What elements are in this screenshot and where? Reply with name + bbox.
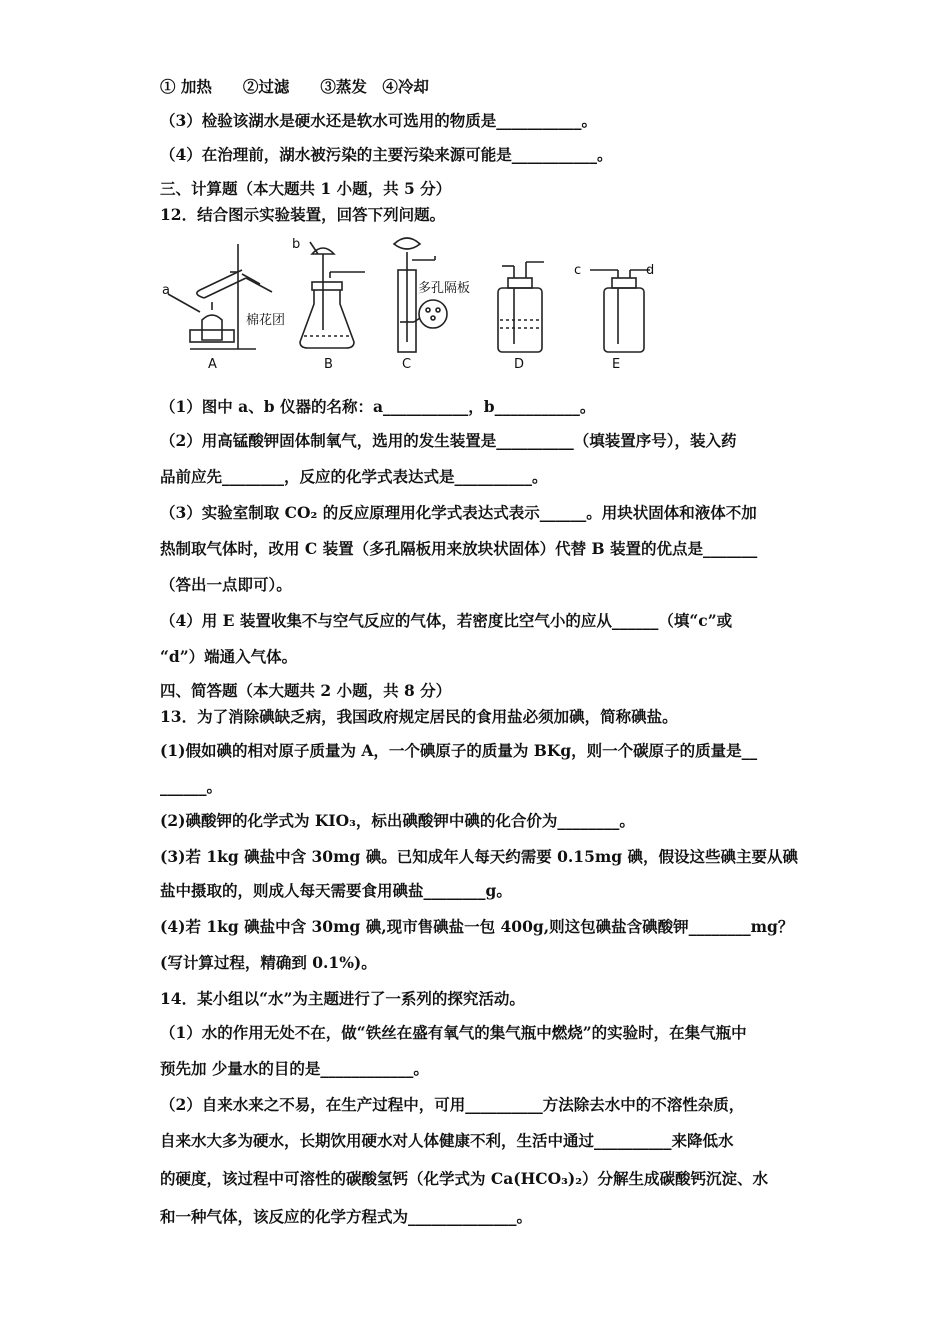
q14-part2-line4: 和一种气体，该反应的化学方程式为______________。 [160,1207,533,1226]
q13-stem: 13．为了消除碘缺乏病，我国政府规定居民的食用盐必须加碘，简称碘盐。 [160,707,678,726]
q14-part2-line1: （2）自来水来之不易，在生产过程中，可用__________方法除去水中的不溶性杂质， [160,1095,745,1114]
q14-part1-line2: 预先加 少量水的目的是____________。 [160,1059,429,1078]
q13-part3-line1: (3)若 1kg 碘盐中含 30mg 碘。已知成年人每天约需要 0.15mg 碘，假设这些碘主要从碘 [160,847,798,866]
apparatus-e [590,270,650,352]
q12-part3-line2: 热制取气体时，改用 C 装置（多孔隔板用来放块状固体）代替 B 装置的优点是_______ [160,539,758,558]
q12-part2-line1: （2）用高锰酸钾固体制氧气，选用的发生装置是__________（填装置序号），装入药 [160,431,737,450]
apparatus-label-b: B [324,357,333,372]
section4-heading: 四、简答题（本大题共 2 小题，共 8 分） [160,681,452,700]
apparatus-figure [160,232,700,372]
label-c: c [574,263,582,278]
q12-part4-line2: “d”）端通入气体。 [160,647,298,666]
q12-part2-line2: 品前应先________，反应的化学式表达式是__________。 [160,467,548,486]
q13-part2: (2)碘酸钾的化学式为 KIO₃，标出碘酸钾中碘的化合价为________。 [160,811,635,830]
q12-part3-line1: （3）实验室制取 CO₂ 的反应原理用化学式表达式表示______。用块状固体和液体不加 [160,503,757,522]
q12-stem: 12．结合图示实验装置，回答下列问题。 [160,205,446,224]
label-b: b [292,237,301,252]
apparatus-label-d: D [514,357,525,372]
apparatus-label-c: C [402,357,412,372]
q13-part4-line2: (写计算过程，精确到 0.1%)。 [160,953,377,972]
label-porous-plate: 多孔隔板 [418,281,471,296]
q14-part2-line2: 自来水大多为硬水，长期饮用硬水对人体健康不利，生活中通过__________来降低水 [160,1131,734,1150]
apparatus-d [498,262,544,352]
section3-heading: 三、计算题（本大题共 1 小题，共 5 分） [160,179,452,198]
label-a: a [162,283,170,298]
q13-part1-line2: ______。 [160,777,223,796]
option-list: ① 加热 ②过滤 ③蒸发 ④冷却 [160,77,429,96]
q13-part3-line2: 盐中摄取的，则成人每天需要食用碘盐________g。 [160,881,512,900]
q12-part4-line1: （4）用 E 装置收集不与空气反应的气体，若密度比空气小的应从______（填“c”或 [160,611,733,630]
q13-part1-line1: (1)假如碘的相对原子质量为 A，一个碘原子的质量为 BKg，则一个碳原子的质量是__ [160,741,758,760]
apparatus-b [300,242,365,348]
q11-part3: （3）检验该湖水是硬水还是软水可选用的物质是___________。 [160,111,598,130]
label-cotton: 棉花团 [246,313,286,328]
q14-part1-line1: （1）水的作用无处不在，做“铁丝在盛有氧气的集气瓶中燃烧”的实验时，在集气瓶中 [160,1023,747,1042]
q14-stem: 14．某小组以“水”为主题进行了一系列的探究活动。 [160,989,525,1008]
q13-part4-line1: (4)若 1kg 碘盐中含 30mg 碘,现市售碘盐一包 400g,则这包碘盐含碘酸钾________mg？ [160,917,794,936]
apparatus-label-a: A [208,357,217,372]
apparatus-label-e: E [612,357,621,372]
q12-part3-line3: （答出一点即可）。 [160,575,292,594]
apparatus-diagram [160,232,700,372]
label-d: d [646,263,655,278]
apparatus-a [168,244,272,349]
q11-part4: （4）在治理前，湖水被污染的主要污染来源可能是___________。 [160,145,613,164]
q12-part1: （1）图中 a、b 仪器的名称：a___________，b___________。 [160,397,596,416]
q14-part2-line3: 的硬度，该过程中可溶性的碳酸氢钙（化学式为 Ca(HCO₃)₂）分解生成碳酸钙沉淀、水 [160,1169,769,1188]
